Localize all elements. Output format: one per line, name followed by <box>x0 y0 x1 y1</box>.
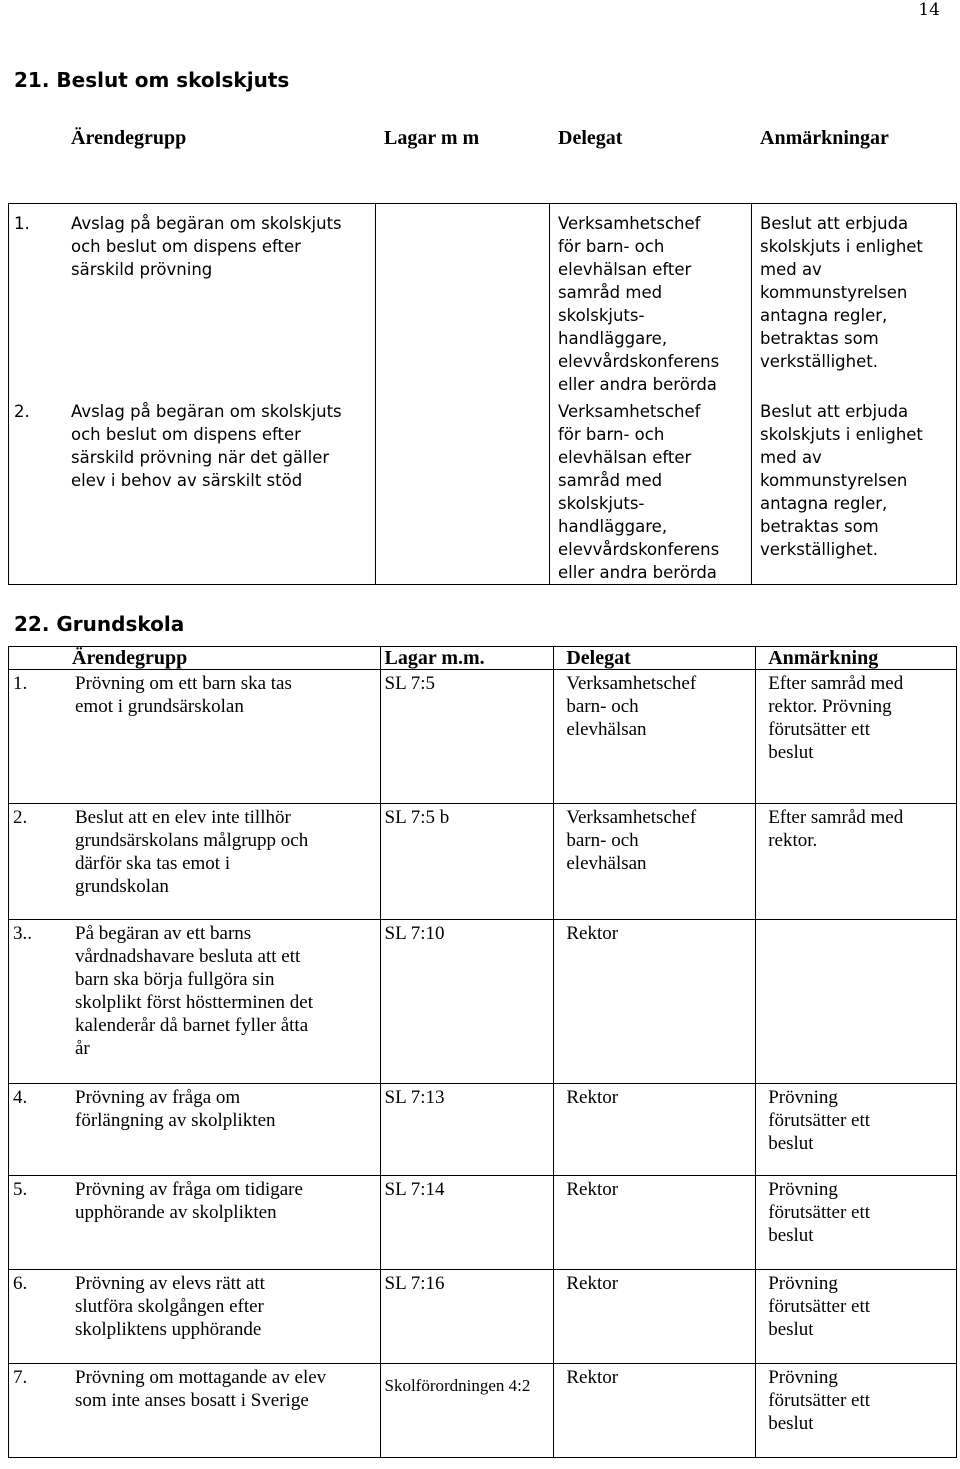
row-number: 1. <box>13 673 28 694</box>
anmarkning-line: rektor. Prövning <box>768 696 892 717</box>
delegat-cell <box>554 1084 756 1176</box>
arende-line: Prövning om mottagande av elev <box>75 1367 327 1388</box>
header-anmarkningar: Anmärkningar <box>760 127 889 149</box>
arende-line: På begäran av ett barns <box>75 923 252 944</box>
arende-line: Avslag på begäran om skolskjuts <box>71 214 342 233</box>
arende-cell <box>71 212 342 281</box>
delegat-line: elevhälsan <box>566 719 647 740</box>
delegat-line: elevhälsan efter <box>558 260 692 279</box>
anmarkning-line: Efter samråd med <box>768 673 904 694</box>
anmarkning-line: förutsätter ett <box>768 1202 871 1223</box>
arende-cell <box>9 1176 381 1270</box>
lagar-text: SL 7:14 <box>384 1179 445 1200</box>
header-delegat-22: Delegat <box>554 647 756 670</box>
arende-line: och beslut om dispens efter <box>71 425 301 444</box>
delegat-line: Verksamhetschef <box>558 402 701 421</box>
anmarkning-cell <box>756 1084 957 1176</box>
delegat-line: elevvårdskonferens <box>558 352 720 371</box>
arende-line: vårdnadshavare besluta att ett <box>75 946 301 967</box>
arende-line: Prövning av elevs rätt att <box>75 1273 265 1294</box>
anmarkning-cell <box>756 1176 957 1270</box>
anmarkning-line: antagna regler, <box>760 494 888 513</box>
row-number: 3.. <box>13 923 32 944</box>
anmarkning-line: antagna regler, <box>760 306 888 325</box>
arende-cell <box>9 1084 381 1176</box>
table-row <box>9 1364 957 1458</box>
section-22-header-row <box>9 647 957 670</box>
anmarkning-line: betraktas som <box>760 517 879 536</box>
anmarkning-cell <box>756 1364 957 1458</box>
header-anmarkning-22: Anmärkning <box>756 647 957 670</box>
arende-text <box>75 1178 303 1224</box>
delegat-line: handläggare, <box>558 329 668 348</box>
lagar-text: SL 7:5 <box>384 673 435 694</box>
section-21-title: 21. Beslut om skolskjuts <box>14 68 290 92</box>
lagar-cell <box>380 920 554 1084</box>
anmarkning-line: beslut <box>768 1133 814 1154</box>
anmarkning-line: Efter samråd med <box>768 807 904 828</box>
arende-line: därför ska tas emot i <box>75 853 231 874</box>
anmarkning-line: verkställighet. <box>760 352 878 371</box>
delegat-cell <box>554 670 756 804</box>
anmarkning-line: beslut <box>768 742 814 763</box>
anmarkning-line: beslut <box>768 1225 814 1246</box>
arende-line: Prövning av fråga om <box>75 1087 241 1108</box>
delegat-line: samråd med <box>558 283 663 302</box>
anmarkning-line: skolskjuts i enlighet <box>760 237 923 256</box>
lagar-cell <box>380 1364 554 1458</box>
header-delegat: Delegat <box>558 127 623 149</box>
anmarkning-line: med av <box>760 260 822 279</box>
anmarkning-line: betraktas som <box>760 329 879 348</box>
row-number: 5. <box>13 1179 28 1200</box>
lagar-cell <box>380 670 554 804</box>
arende-line: grundsärskolans målgrupp och <box>75 830 309 851</box>
anmarkning-line: Prövning <box>768 1087 838 1108</box>
delegat-line: för barn- och <box>558 425 665 444</box>
delegat-line: eller andra berörda <box>558 375 717 394</box>
table-row <box>9 1176 957 1270</box>
arende-line: som inte anses bosatt i Sverige <box>75 1390 309 1411</box>
arende-text <box>75 922 313 1060</box>
anmarkning-line: Beslut att erbjuda <box>760 214 909 233</box>
delegat-cell <box>554 804 756 920</box>
anmarkning-line: rektor. <box>768 830 818 851</box>
delegat-line: barn- och <box>566 830 639 851</box>
arende-line: skolplikt först höstterminen det <box>75 992 314 1013</box>
arende-line: kalenderår då barnet fyller åtta <box>75 1015 309 1036</box>
anmarkning-line: kommunstyrelsen <box>760 471 908 490</box>
anmarkning-line: förutsätter ett <box>768 719 871 740</box>
row-number: 4. <box>13 1087 28 1108</box>
delegat-line: Rektor <box>566 1179 619 1200</box>
divider-3 <box>751 203 752 585</box>
lagar-text: SL 7:16 <box>384 1273 445 1294</box>
anmarkning-line: förutsätter ett <box>768 1110 871 1131</box>
delegat-line: elevhälsan <box>566 853 647 874</box>
anmarkning-cell <box>756 1270 957 1364</box>
anmarkning-cell <box>760 212 923 373</box>
arende-line: år <box>75 1038 90 1059</box>
lagar-text: SL 7:5 b <box>384 807 450 828</box>
arende-line: och beslut om dispens efter <box>71 237 301 256</box>
lagar-text: Skolförordningen 4:2 <box>384 1376 531 1395</box>
row-number: 1. <box>14 214 30 233</box>
lagar-cell <box>380 1176 554 1270</box>
header-arendegrupp-22: Ärendegrupp <box>9 647 381 670</box>
anmarkning-line: förutsätter ett <box>768 1296 871 1317</box>
lagar-cell <box>380 1270 554 1364</box>
arende-line: Prövning av fråga om tidigare <box>75 1179 303 1200</box>
arende-line: särskild prövning <box>71 260 213 279</box>
row-number: 2. <box>14 402 30 421</box>
anmarkning-line: kommunstyrelsen <box>760 283 908 302</box>
anmarkning-cell <box>760 400 923 561</box>
delegat-cell <box>558 400 719 584</box>
arende-cell <box>9 920 381 1084</box>
delegat-line: samråd med <box>558 471 663 490</box>
arende-line: Prövning om ett barn ska tas <box>75 673 292 694</box>
divider-2 <box>549 203 550 585</box>
arende-text <box>75 1086 276 1132</box>
delegat-line: skolskjuts- <box>558 306 645 325</box>
arende-line: elev i behov av särskilt stöd <box>71 471 303 490</box>
delegat-cell <box>554 920 756 1084</box>
page-number: 14 <box>918 0 940 20</box>
arende-line: Avslag på begäran om skolskjuts <box>71 402 342 421</box>
delegat-line: Rektor <box>566 1273 619 1294</box>
anmarkning-line: beslut <box>768 1319 814 1340</box>
arende-line: skolpliktens upphörande <box>75 1319 262 1340</box>
table-row <box>9 1270 957 1364</box>
anmarkning-cell <box>756 804 957 920</box>
table-row <box>9 804 957 920</box>
header-lagar-22: Lagar m.m. <box>380 647 554 670</box>
anmarkning-line: verkställighet. <box>760 540 878 559</box>
row-number: 7. <box>13 1367 28 1388</box>
anmarkning-line: Prövning <box>768 1273 838 1294</box>
table-row <box>9 670 957 804</box>
delegat-line: Verksamhetschef <box>558 214 701 233</box>
arende-text <box>75 1272 265 1341</box>
anmarkning-line: med av <box>760 448 822 467</box>
anmarkning-line: beslut <box>768 1413 814 1434</box>
arende-cell <box>9 1270 381 1364</box>
lagar-text: SL 7:10 <box>384 923 445 944</box>
arende-line: emot i grundsärskolan <box>75 696 244 717</box>
arende-text <box>75 672 292 718</box>
arende-text <box>75 1366 326 1412</box>
section-22-title: 22. Grundskola <box>14 612 185 636</box>
lagar-text: SL 7:13 <box>384 1087 445 1108</box>
arende-line: Beslut att en elev inte tillhör <box>75 807 291 828</box>
table-row <box>9 1084 957 1176</box>
delegat-line: Rektor <box>566 1367 619 1388</box>
delegat-cell <box>558 212 719 396</box>
delegat-line: eller andra berörda <box>558 563 717 582</box>
delegat-line: elevhälsan efter <box>558 448 692 467</box>
delegat-line: Rektor <box>566 923 619 944</box>
arende-cell <box>9 670 381 804</box>
table-row <box>9 920 957 1084</box>
row-number: 2. <box>13 807 28 828</box>
anmarkning-line: förutsätter ett <box>768 1390 871 1411</box>
arende-cell <box>9 804 381 920</box>
anmarkning-line: Beslut att erbjuda <box>760 402 909 421</box>
delegat-line: elevvårdskonferens <box>558 540 720 559</box>
arende-text <box>75 806 308 898</box>
delegat-line: handläggare, <box>558 517 668 536</box>
row-number: 6. <box>13 1273 28 1294</box>
delegat-cell <box>554 1270 756 1364</box>
arende-line: förlängning av skolplikten <box>75 1110 276 1131</box>
anmarkning-line: Prövning <box>768 1179 838 1200</box>
arende-line: barn ska börja fullgöra sin <box>75 969 275 990</box>
delegat-cell <box>554 1364 756 1458</box>
header-lagar: Lagar m m <box>384 127 480 149</box>
anmarkning-cell <box>756 920 957 1084</box>
arende-line: upphörande av skolplikten <box>75 1202 277 1223</box>
delegat-line: Verksamhetschef <box>566 673 697 694</box>
arende-cell <box>71 400 342 492</box>
arende-line: grundskolan <box>75 876 169 897</box>
delegat-line: barn- och <box>566 696 639 717</box>
header-arendegrupp: Ärendegrupp <box>71 127 187 149</box>
delegat-line: Rektor <box>566 1087 619 1108</box>
arende-line: slutföra skolgången efter <box>75 1296 264 1317</box>
delegat-cell <box>554 1176 756 1270</box>
arende-cell <box>9 1364 381 1458</box>
divider-1 <box>375 203 376 585</box>
anmarkning-cell <box>756 670 957 804</box>
section-22-table <box>8 646 957 1458</box>
arende-line: särskild prövning när det gäller <box>71 448 330 467</box>
delegat-line: skolskjuts- <box>558 494 645 513</box>
lagar-cell <box>380 1084 554 1176</box>
anmarkning-line: Prövning <box>768 1367 838 1388</box>
anmarkning-line: skolskjuts i enlighet <box>760 425 923 444</box>
delegat-line: Verksamhetschef <box>566 807 697 828</box>
delegat-line: för barn- och <box>558 237 665 256</box>
lagar-cell <box>380 804 554 920</box>
